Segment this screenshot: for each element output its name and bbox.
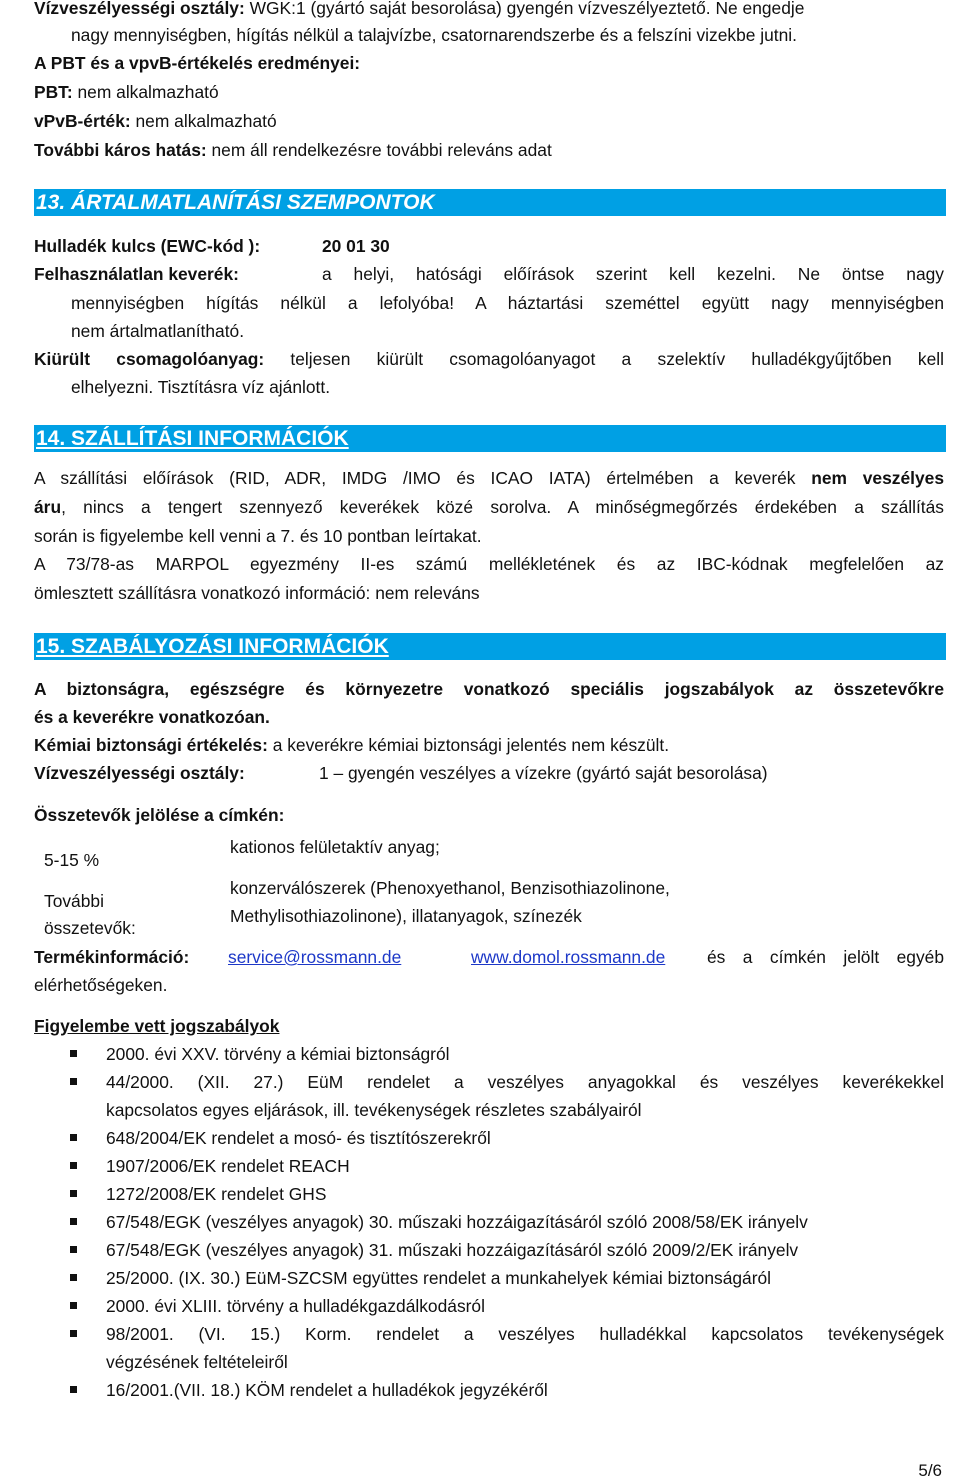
water-hazard-label: Vízveszélyességi osztály: [34,0,245,18]
marpol-text-2: ömlesztett szállításra vonatkozó információ: nem releváns [34,583,480,603]
section-14-bar [34,425,946,452]
law-item: 67/548/EGK (veszélyes anyagok) 31. műszaki hozzáigazításáról szóló 2009/2/EK irányelv [106,1240,799,1260]
bullet-icon [70,1218,77,1225]
empty-packaging-label: Kiürült csomagolóanyag: [34,349,265,369]
law-item-continued: kapcsolatos egyes eljárások, ill. tevékenységek részletes szabályairól [106,1100,642,1120]
water-hazard-text-2: nagy mennyiségben, hígítás nélkül a talajvízbe, csatornarendszerbe és a felszíni vizekbe jutni. [71,25,797,45]
special-regulations-1: A biztonságra, egészségre és környezetre vonatkozó speciális jogszabályok az összetevőkre [34,679,944,699]
product-info-label: Termékinformáció: [34,947,190,967]
section-15-bar [34,633,946,660]
unused-mixture-text-1: a helyi, hatósági előírások szerint kell kezelni. Ne öntse nagy [322,264,944,284]
water-class-value: 1 – gyengén veszélyes a vízekre (gyártó saját besorolása) [319,763,768,783]
other-effects-label: További káros hatás: [34,140,207,160]
law-item: 67/548/EGK (veszélyes anyagok) 30. műszaki hozzáigazításáról szóló 2008/58/EK irányelv [106,1212,808,1232]
unused-mixture-label: Felhasználatlan keverék: [34,264,239,284]
bullet-icon [70,1302,77,1309]
other-ingredients-label-2: összetevők: [44,918,136,938]
chemical-safety-line [34,734,669,756]
unused-mixture-text-2: mennyiségben hígítás nélkül a lefolyóba! A háztartási szeméttel együtt nagy mennyiségben [71,293,944,313]
water-hazard-line [34,0,804,19]
vpvb-label: vPvB-érték: [34,111,131,131]
bullet-icon [70,1246,77,1253]
pbt-line [34,81,219,103]
other-ingredients-label-1: További [44,891,104,911]
bullet-icon [70,1162,77,1169]
bullet-icon [70,1274,77,1281]
product-info-email-link[interactable]: service@rossmann.de [228,947,402,967]
law-item: 44/2000. (XII. 27.) EüM rendelet a veszélyes anyagokkal és veszélyes keverékekkel [106,1072,944,1092]
ewc-value: 20 01 30 [322,236,390,256]
vpvb-line [34,110,277,132]
ingredient-percent: 5-15 % [44,850,100,870]
ewc-label: Hulladék kulcs (EWC-kód ): [34,236,261,256]
law-item: 2000. évi XLIII. törvény a hulladékgazdálkodásról [106,1296,485,1316]
special-regulations-2: és a keverékre vonatkozóan. [34,707,270,727]
law-item: 16/2001.(VII. 18.) KÖM rendelet a hulladékok jegyzékéről [106,1380,548,1400]
transport-text-2b: , nincs a tengert szennyező keverékek közé sorolva. A minőségmegőrzés érdekében a szállítás [61,497,944,517]
pbt-heading: A PBT és a vpvB-értékelés eredményei: [34,53,361,73]
bullet-icon [70,1386,77,1393]
ingredient-surfactant: kationos felületaktív anyag; [230,837,440,857]
transport-text-2a: áru [34,497,62,517]
law-item: 25/2000. (IX. 30.) EüM-SZCSM együttes rendelet a munkahelyek kémiai biztonságáról [106,1268,772,1288]
water-hazard-text: WGK:1 (gyártó saját besorolása) gyengén vízveszélyeztető. Ne engedje [244,0,805,18]
law-item: 98/2001. (VI. 15.) Korm. rendelet a veszélyes hulladékkal kapcsolatos tevékenységek [106,1324,944,1344]
unused-mixture-text-3: nem ártalmatlanítható. [71,321,245,341]
pbt-value: nem alkalmazható [72,82,219,102]
other-ingredients-text-2: Methylisothiazolinone), illatanyagok, színezék [230,906,582,926]
laws-heading: Figyelembe vett jogszabályok [34,1016,280,1036]
empty-packaging-text-2: elhelyezni. Tisztításra víz ajánlott. [71,377,331,397]
section-13-title: 13. ÁRTALMATLANÍTÁSI SZEMPONTOK [36,191,435,214]
chemical-safety-label: Kémiai biztonsági értékelés: [34,735,268,755]
law-item: 1272/2008/EK rendelet GHS [106,1184,327,1204]
section-15-title: 15. SZABÁLYOZÁSI INFORMÁCIÓK [36,635,389,658]
product-info-tail-2: elérhetőségeken. [34,975,168,995]
product-info-line [34,946,189,968]
law-item: 1907/2006/EK rendelet REACH [106,1156,350,1176]
other-effects-line [34,139,552,161]
bullet-icon [70,1330,77,1337]
law-item: 648/2004/EK rendelet a mosó- és tisztítószerekről [106,1128,491,1148]
bullet-icon [70,1050,77,1057]
transport-text-3: során is figyelembe kell venni a 7. és 10 pontban leírtakat. [34,526,482,546]
chemical-safety-value: a keverékre kémiai biztonsági jelentés nem készült. [267,735,670,755]
empty-packaging-line [34,348,944,370]
labeling-heading: Összetevők jelölése a címkén: [34,805,285,825]
other-effects-value: nem áll rendelkezésre további releváns adat [206,140,552,160]
marpol-text-1: A 73/78-as MARPOL egyezmény II-es számú mellékletének és az IBC-kódnak megfelelően az [34,554,944,574]
other-ingredients-text-1: konzerválószerek (Phenoxyethanol, Benzisothiazolinone, [230,878,670,898]
transport-text-1 [34,467,944,489]
product-info-tail: és a címkén jelölt egyéb [707,947,944,967]
product-info-web-link[interactable]: www.domol.rossmann.de [471,947,666,967]
empty-packaging-text: teljesen kiürült csomagolóanyagot a szelektív hulladékgyűjtőben kell [264,349,944,369]
section-14-title: 14. SZÁLLÍTÁSI INFORMÁCIÓK [36,427,349,450]
bullet-icon [70,1134,77,1141]
bullet-icon [70,1190,77,1197]
transport-text-1a: A szállítási előírások (RID, ADR, IMDG /IMO és ICAO IATA) értelmében a keverék [34,468,812,488]
law-item: 2000. évi XXV. törvény a kémiai biztonságról [106,1044,450,1064]
law-item-continued: végzésének feltételeiről [106,1352,288,1372]
page-number: 5/6 [918,1461,942,1480]
pbt-label: PBT: [34,82,73,102]
transport-text-1b: nem veszélyes [811,468,944,488]
vpvb-value: nem alkalmazható [130,111,277,131]
section-13-bar [34,189,946,216]
bullet-icon [70,1078,77,1085]
water-class-label: Vízveszélyességi osztály: [34,763,245,783]
transport-text-2 [34,496,944,518]
